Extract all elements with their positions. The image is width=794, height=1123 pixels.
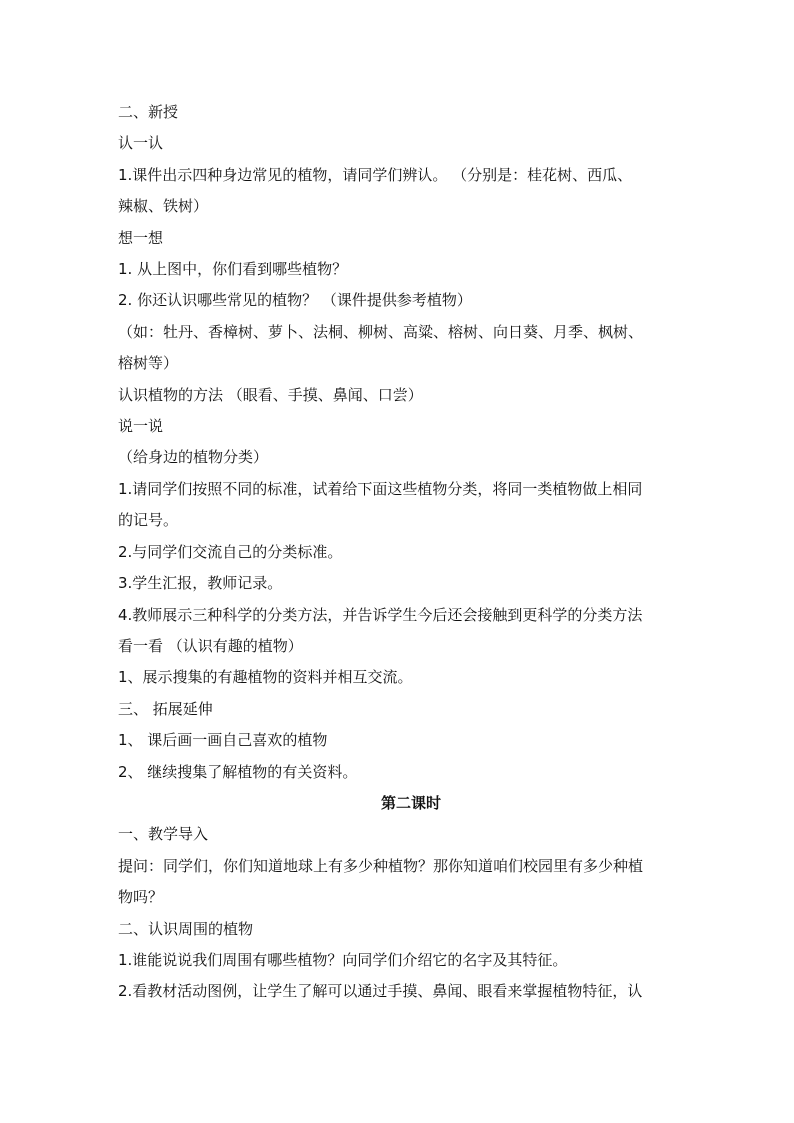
paragraph-line: 榕树等）: [118, 354, 179, 373]
heading-second-lesson: 第二课时: [380, 793, 441, 812]
paragraph-line: 1、展示搜集的有趣植物的资料并相互交流。: [118, 668, 413, 687]
paragraph-line: 1.请同学们按照不同的标准，试着给下面这些植物分类，将同一类植物做上相同: [118, 479, 643, 498]
paragraph-line: 4.教师展示三种科学的分类方法，并告诉学生今后还会接触到更科学的分类方法: [118, 605, 643, 624]
paragraph-line: 2.看教材活动图例，让学生了解可以通过手摸、鼻闻、眼看来掌握植物特征，认: [118, 982, 643, 1001]
heading-extension: 三、 拓展延伸: [118, 699, 213, 718]
section-say: 说一说: [118, 417, 164, 436]
section-think: 想一想: [118, 228, 164, 247]
heading-new-lesson: 二、新授: [118, 103, 179, 121]
paragraph-line: 1.课件出示四种身边常见的植物，请同学们辨认。 （分别是：桂花树、西瓜、: [118, 165, 633, 184]
heading-introduction: 一、教学导入: [118, 825, 209, 844]
paragraph-line: 的记号。: [118, 511, 179, 530]
paragraph-line: 物吗？: [118, 888, 164, 907]
paragraph-line: 2、 继续搜集了解植物的有关资料。: [118, 762, 358, 781]
paragraph-line: 2.与同学们交流自己的分类标准。: [118, 542, 343, 561]
section-look: 看一看 （认识有趣的植物）: [118, 636, 303, 655]
paragraph-line: 认识植物的方法 （眼看、手摸、鼻闻、口尝）: [118, 385, 423, 404]
paragraph-line: （给身边的植物分类）: [118, 448, 269, 467]
paragraph-line: 辣椒、铁树）: [118, 197, 209, 216]
paragraph-line: 1、 课后画一画自己喜欢的植物: [118, 731, 328, 750]
paragraph-line: 3.学生汇报，教师记录。: [118, 574, 283, 593]
paragraph-line: 2. 你还认识哪些常见的植物？ （课件提供参考植物）: [118, 291, 472, 310]
paragraph-line: 1. 从上图中，你们看到哪些植物？: [118, 260, 348, 279]
heading-surrounding-plants: 二、认识周围的植物: [118, 919, 254, 938]
paragraph-line: 1.谁能说说我们周围有哪些植物？向同学们介绍它的名字及其特征。: [118, 950, 568, 969]
paragraph-line: 提问：同学们，你们知道地球上有多少种植物？那你知道咱们校园里有多少种植: [118, 856, 644, 875]
section-recognize: 认一认: [118, 134, 164, 153]
document-page: [118, 97, 684, 1008]
paragraph-line: （如：牡丹、香樟树、萝卜、法桐、柳树、高粱、榕树、向日葵、月季、枫树、: [118, 322, 644, 341]
